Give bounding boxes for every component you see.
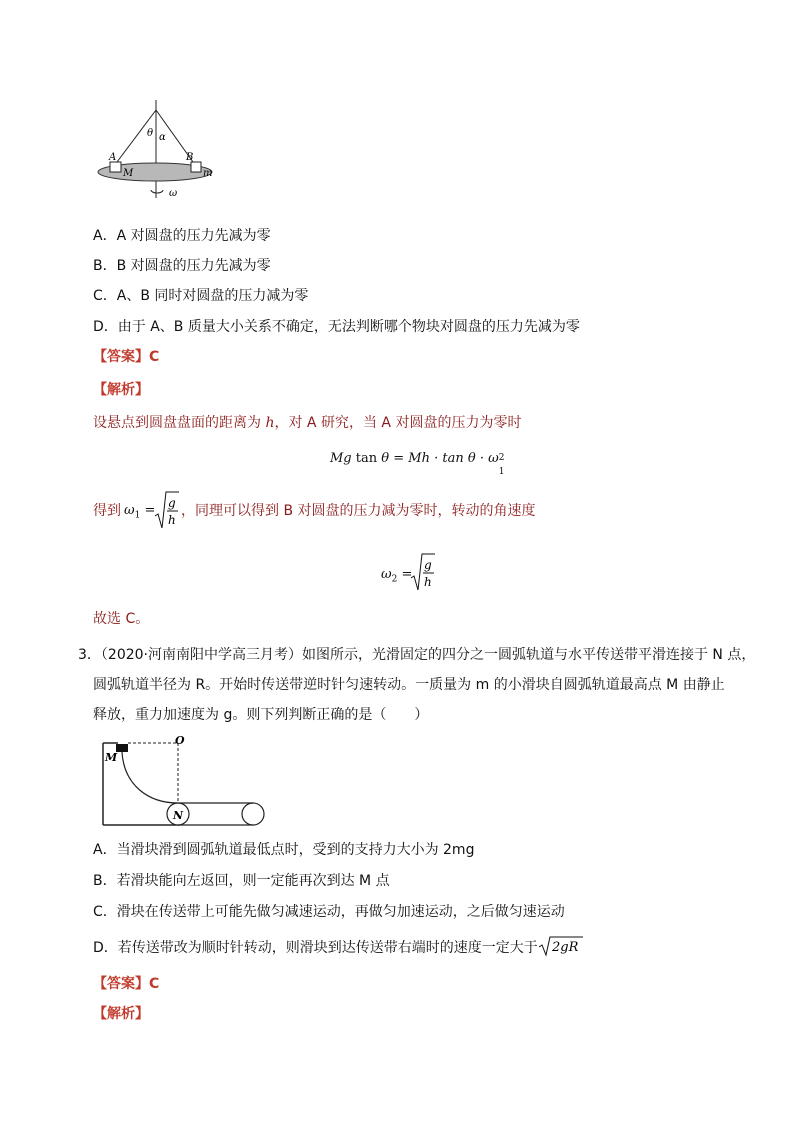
equation-1: Mg tan θ = Mh · tan θ · ω 2 1	[330, 451, 505, 477]
svg-text:g: g	[424, 558, 432, 572]
q2-option-c: C．A、B 同时对圆盘的压力减为零	[93, 288, 309, 304]
q2-analysis-line1: 设悬点到圆盘盘面的距离为 h，对 A 研究，当 A 对圆盘的压力为零时	[93, 415, 522, 431]
quarter-arc-track	[122, 752, 178, 803]
label-alpha: α	[159, 132, 166, 143]
slider-block	[116, 744, 128, 752]
label-a: A	[109, 152, 117, 163]
q3-option-d: D．若传送带改为顺时针转动，则滑块到达传送带右端时的速度一定大于	[93, 940, 538, 956]
sqrt-2gR	[538, 935, 584, 957]
q3-answer: 【答案】C	[93, 976, 160, 992]
block-m-small	[191, 162, 201, 172]
sqrt-g-over-h-1	[154, 490, 180, 532]
label-small-m: m	[203, 168, 213, 179]
q3-analysis-label: 【解析】	[93, 1006, 149, 1022]
q3-option-b: B．若滑块能向左返回，则一定能再次到达 M 点	[93, 873, 390, 889]
label-omega: ω	[169, 188, 178, 199]
q3-option-c: C．滑块在传送带上可能先做匀减速运动，再做匀加速运动，之后做匀速运动	[93, 904, 565, 920]
svg-text:h: h	[424, 575, 432, 589]
q2-option-a: A．A 对圆盘的压力先减为零	[93, 228, 271, 244]
block-m-large	[110, 162, 121, 172]
track-conveyor-figure	[98, 733, 270, 831]
sqrt-content: 2gR	[552, 940, 579, 955]
q2-option-b: B．B 对圆盘的压力先减为零	[93, 258, 271, 274]
pulley-right	[242, 803, 264, 825]
label-big-m: M	[123, 168, 134, 179]
omega1-symbol: $\omega_1$ =	[124, 503, 156, 521]
q2-conclusion: 故选 C。	[93, 611, 150, 627]
sqrt-g-over-h-2	[410, 552, 436, 594]
q3-stem-line1: 3．（2020·河南南阳中学高三月考）如图所示，光滑固定的四分之一圆弧轨道与水平传送带平滑连接于 N 点，	[78, 647, 756, 663]
rotation-arrow	[151, 190, 163, 193]
q3-option-a: A．当滑块滑到圆弧轨道最低点时，受到的支持力大小为 2mg	[93, 842, 475, 858]
q2-got-suffix: ，同理可以得到 B 对圆盘的压力减为零时，转动的角速度	[181, 503, 536, 519]
label-theta: θ	[147, 128, 154, 139]
label-m-point: M	[105, 751, 118, 764]
q2-analysis-label: 【解析】	[93, 382, 149, 398]
disk-pendulum-figure	[95, 98, 225, 208]
q3-stem-line2: 圆弧轨道半径为 R。开始时传送带逆时针匀速转动。一质量为 m 的小滑块自圆弧轨道最高点 M 由静止	[93, 677, 725, 693]
q2-answer: 【答案】C	[93, 349, 160, 365]
q3-stem-line3: 释放，重力加速度为 g。则下列判断正确的是（ ）	[93, 707, 429, 723]
frac-denominator: h	[168, 513, 176, 527]
q2-option-d: D．由于 A、B 质量大小关系不确定，无法判断哪个物块对圆盘的压力先减为零	[93, 319, 580, 335]
label-n-point: N	[173, 809, 184, 822]
omega2-symbol: $\omega_2$ =	[381, 567, 413, 585]
label-b: B	[186, 152, 194, 163]
frac-numerator: g	[168, 496, 176, 510]
q2-got-prefix: 得到	[93, 503, 121, 519]
label-o-point: O	[175, 734, 185, 747]
